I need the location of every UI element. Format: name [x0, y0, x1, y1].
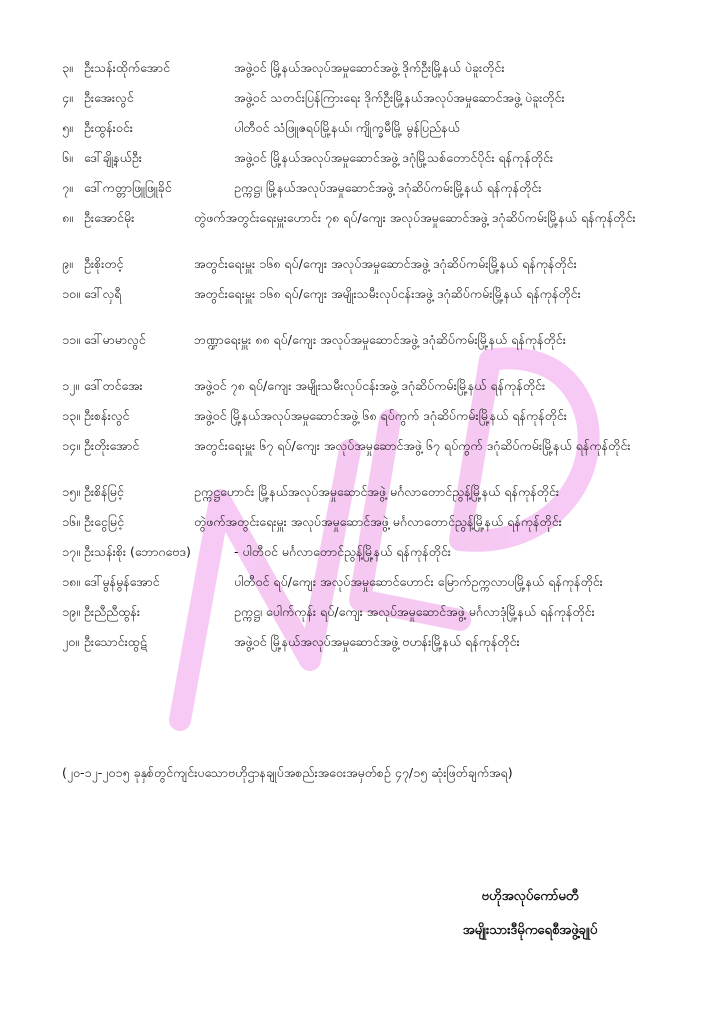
item-name: ဦးစိန်မြင့်: [84, 484, 124, 499]
item-description: အတွင်းရေးမှူး ၁၆၈ ရပ်/ကျေး အလုပ်အမှုဆောင်အဖွဲ့ ဒဂုံဆိပ်ကမ်းမြို့နယ် ရန်ကုန်တိုင်း: [194, 256, 577, 271]
item-description: အဖွဲ့ဝင် ၇၈ ရပ်/ကျေး အမျိုးသမီးလုပ်ငန်းအဖွဲ့ ဒဂုံဆိပ်ကမ်းမြို့နယ် ရန်ကုန်တိုင်း: [194, 378, 546, 393]
list-item: [62, 284, 682, 330]
list-item: [62, 406, 682, 436]
item-name: ဒေါ်လှရီ: [84, 286, 122, 301]
item-number: ၁၁။: [62, 332, 80, 347]
item-number: ၆။: [62, 150, 73, 165]
item-number: ၉။: [62, 256, 73, 271]
item-description: ပါတီဝင် ရပ်/ကျေး အလုပ်အမှုဆောင်ဟောင်း မြောက်ဥက္ကလာပမြို့နယ် ရန်ကုန်တိုင်း: [234, 574, 603, 589]
list-item: [62, 148, 682, 178]
item-number: ၁၉။: [62, 604, 80, 619]
item-name: ဒေါ်ချို့နယ်ဦး: [84, 150, 142, 165]
item-description: တွဲဖက်အတွင်းရေးမှူး အလုပ်အမှုဆောင်အဖွဲ့ မင်္ဂလာတောင်ညွန့်မြို့နယ် ရန်ကုန်တိုင်း: [194, 514, 562, 529]
list-item: [62, 572, 682, 602]
item-number: ၅။: [62, 120, 73, 135]
item-number: ၁၂။: [62, 378, 79, 393]
signature-block: [400, 880, 660, 948]
list-item: [62, 330, 682, 376]
list-item: [62, 88, 682, 118]
item-description: အဖွဲ့ဝင် မြို့နယ်အလုပ်အမှုဆောင်အဖွဲ့ ဗဟန်းမြို့နယ် ရန်ကုန်တိုင်း: [234, 634, 520, 649]
item-description: အတွင်းရေးမှူး ၆၇ ရပ်/ကျေး အလုပ်အမှုဆောင်အဖွဲ့ ၆၇ ရပ်ကွက် ဒဂုံဆိပ်ကမ်းမြို့နယ် ရန်ကုန်တိုင်း: [194, 438, 631, 453]
item-name: ဦးစန်းလွင်: [84, 408, 130, 423]
item-description: အဖွဲ့ဝင် သတင်းပြန်ကြားရေး ဒိုက်ဦးမြို့နယ်အလုပ်အမှုဆောင်အဖွဲ့ ပဲခူးတိုင်း: [234, 90, 565, 105]
item-number: ၁၃။: [62, 408, 80, 423]
item-description: အဖွဲ့ဝင် မြို့နယ်အလုပ်အမှုဆောင်အဖွဲ့ ၆၈ ရပ်ကွက် ဒဂုံဆိပ်ကမ်းမြို့နယ် ရန်ကုန်တိုင်း: [194, 408, 567, 423]
list-item: [62, 512, 682, 542]
item-name: ဦးညီညီထွန်း: [84, 604, 141, 619]
item-number: ၇။: [62, 180, 73, 195]
list-item: [62, 542, 682, 572]
item-name: ဦးစိုးတင့်: [84, 256, 124, 271]
item-name: ဦးအေးလွင်: [84, 90, 134, 105]
decision-reference: (၂၀-၁၂-၂၀၁၅ ခုနှစ်တွင်ကျင်းပသောဗဟိုဌာနချုပ်အစည်းအဝေးအမှတ်စဉ် ၄၇/၁၅ ဆုံးဖြတ်ချက်အရ): [62, 765, 513, 780]
item-number: ၁၀။: [62, 286, 80, 301]
item-number: ၃။: [62, 60, 73, 75]
item-name: ဦးထွန်းဝင်း: [84, 120, 133, 135]
item-name: ဦးငွေမြင့်: [84, 514, 125, 529]
item-name: ဦးသောင်းထွဋ်: [84, 634, 147, 649]
organization-name: အမျိုးသားဒီမိုကရေစီအဖွဲ့ချုပ်: [462, 923, 598, 938]
list-item: [62, 208, 682, 254]
item-name: ဦးအောင်မိုး: [84, 210, 135, 225]
member-list: [62, 58, 682, 662]
item-description: ပါတီဝင် သံဖြူဇရပ်မြို့နယ်၊ ကျိုက္ခမီမြို့ မွန်ပြည်နယ်: [234, 120, 460, 135]
item-number: ၁၆။: [62, 514, 80, 529]
list-item: [62, 118, 682, 148]
list-item: [62, 436, 682, 482]
list-item: [62, 376, 682, 406]
item-description: ဥက္ကဋ္ဌ၊ ပေါက်ကုန်း ရပ်/ကျေး အလုပ်အမှုဆောင်အဖွဲ့ မင်္ဂလာဒုံမြို့နယ် ရန်ကုန်တိုင်း: [234, 604, 595, 619]
list-item: [62, 632, 682, 662]
item-description: အတွင်းရေးမှူး ၁၆၈ ရပ်/ကျေး အမျိုးသမီးလုပ်ငန်းအဖွဲ့ ဒဂုံဆိပ်ကမ်းမြို့နယ် ရန်ကုန်တိုင်း: [194, 286, 581, 301]
committee-name: ဗဟိုအလုပ်ကော်မတီ: [481, 889, 579, 904]
item-description: အဖွဲ့ဝင် မြို့နယ်အလုပ်အမှုဆောင်အဖွဲ့ ဒိုက်ဦးမြို့နယ် ပဲခူးတိုင်း: [234, 60, 505, 75]
item-description: အဖွဲ့ဝင် မြို့နယ်အလုပ်အမှုဆောင်အဖွဲ့ ဒဂုံမြို့သစ်တောင်ပိုင်း ရန်ကုန်တိုင်း: [234, 150, 554, 165]
item-name: ဒေါ်တင်အေး: [84, 378, 143, 393]
item-name: ဒေါ်မာမာလွင်: [84, 332, 146, 347]
item-name: ဒေါ်မွန်မွန်အောင်: [84, 574, 160, 589]
list-item: [62, 602, 682, 632]
item-number: ၂၀။: [62, 634, 79, 649]
item-number: ၁၄။: [62, 438, 80, 453]
list-item: [62, 58, 682, 88]
item-description: ဥက္ကဋ္ဌဟောင်း မြို့နယ်အလုပ်အမှုဆောင်အဖွဲ့ မင်္ဂလာတောင်ညွန့်မြို့နယ် ရန်ကုန်တိုင်း: [194, 484, 560, 499]
item-number: ၁၅။: [62, 484, 80, 499]
item-description: တွဲဖက်အတွင်းရေးမှူးဟောင်း ၇၈ ရပ်/ကျေး အလုပ်အမှုဆောင်အဖွဲ့ ဒဂုံဆိပ်ကမ်းမြို့နယ် ရန်ကုန်တိုင်း: [194, 210, 636, 225]
item-description: - ပါတီဝင် မင်္ဂလာတောင်ညွန့်မြို့နယ် ရန်ကုန်တိုင်း: [234, 544, 451, 559]
item-name: ဒေါ်ကတ္တာဖြူဖြူခိုင်: [84, 180, 172, 195]
item-description: ဥက္ကဋ္ဌ၊ မြို့နယ်အလုပ်အမှုဆောင်အဖွဲ့ ဒဂုံဆိပ်ကမ်းမြို့နယ် ရန်ကုန်တိုင်း: [234, 180, 542, 195]
list-item: [62, 254, 682, 284]
item-number: ၄။: [62, 90, 73, 105]
list-item: [62, 482, 682, 512]
item-number: ၈။: [62, 210, 73, 225]
item-number: ၁၇။: [62, 544, 80, 559]
list-item: [62, 178, 682, 208]
item-name: ဦးသန်းစိုး (ဘောဂဗေဒ): [84, 544, 191, 559]
item-name: ဦးသန်းထိုက်အောင်: [84, 60, 170, 75]
item-name: ဦးတိုးအောင်: [84, 438, 140, 453]
item-number: ၁၈။: [62, 574, 80, 589]
item-description: ဘဏ္ဍာရေးမှူး ၈၈ ရပ်/ကျေး အလုပ်အမှုဆောင်အဖွဲ့ ဒဂုံဆိပ်ကမ်းမြို့နယ် ရန်ကုန်တိုင်း: [194, 332, 566, 347]
